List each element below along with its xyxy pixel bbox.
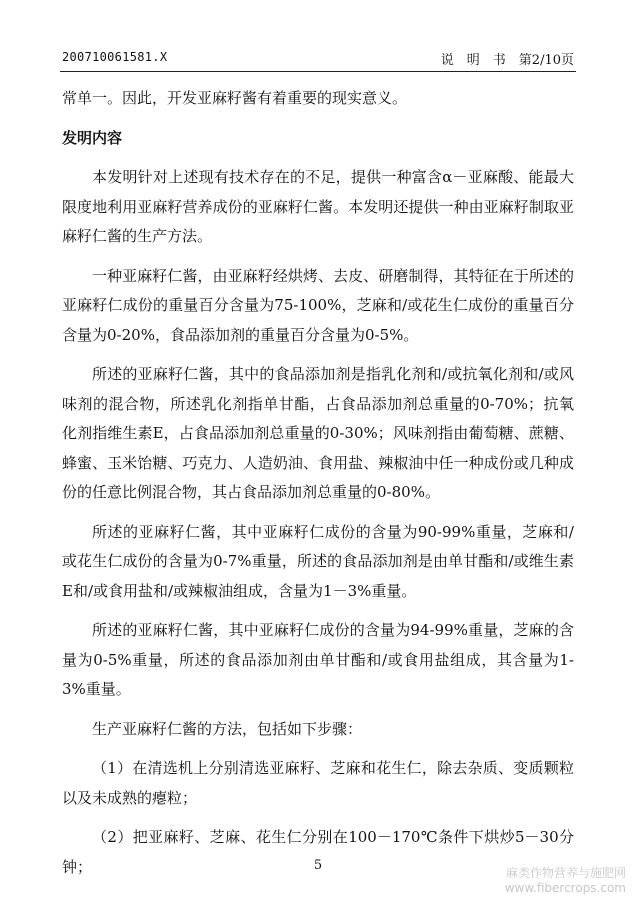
watermark-url: www.fibercrops.com [504,881,626,895]
page-number: 5 [313,858,323,873]
document-body [62,84,574,892]
step-item: （2）把亚麻籽、芝麻、花生仁分别在100－170℃条件下烘炒5－30分钟； [62,828,574,876]
watermark [505,866,626,896]
document-number: 200710061581.X [62,50,168,64]
header-divider [60,71,576,72]
step-item: （1）在清选机上分别清选亚麻籽、芝麻和花生仁，除去杂质、变质颗粒以及未成熟的瘪粒； [62,759,574,807]
intro-line: 常单一。因此，开发亚麻籽酱有着重要的现实意义。 [62,89,408,107]
paragraph: 所述的亚麻籽仁酱，其中亚麻籽仁成份的含量为94-99%重量，芝麻的含量为0-5%重量，所述的食品添加剂由单甘酯和/或食用盐组成，其含量为1-3%重量。 [62,621,574,698]
paragraph: 一种亚麻籽仁酱，由亚麻籽经烘烤、去皮、研磨制得，其特征在于所述的亚麻籽仁成份的重量百分含量为75-100%，芝麻和/或花生仁成份的重量百分含量为0-20%，食品添加剂的重量百分含量为0-5%。 [62,266,574,344]
paragraph: 本发明针对上述现有技术存在的不足，提供一种富含α－亚麻酸、能最大限度地利用亚麻籽营养成份的亚麻籽仁酱。本发明还提供一种由亚麻籽制取亚麻籽仁酱的生产方法。 [62,168,574,245]
section-heading: 发明内容 [62,128,123,147]
paragraph: 所述的亚麻籽仁酱，其中亚麻籽仁成份的含量为90-99%重量，芝麻和/或花生仁成份的含量为0-7%重量，所述的食品添加剂是由单甘酯和/或维生素E和/或食用盐和/或辣椒油组成，含量为1－3%重量。 [62,522,574,600]
paragraph: 所述的亚麻籽仁酱，其中的食品添加剂是指乳化剂和/或抗氧化剂和/或风味剂的混合物，所述乳化剂指单甘酯，占食品添加剂总重量的0-70%；抗氧化剂指维生素E，占食品添加剂总重量的0-30%；风味剂指由葡萄糖、蔗糖、蜂蜜、玉米饴糖、巧克力、人造奶油、食用盐、辣椒油中任一种成份或几种成份的任意比例混合物，其占食品添加剂总重量的0-80%。 [62,365,574,501]
paragraph: 生产亚麻籽仁酱的方法，包括如下步骤： [92,719,363,738]
document-type-page: 说 明 书 第2/10页 [440,53,574,68]
watermark-title: 麻类作物营养与施肥网 [505,866,626,880]
